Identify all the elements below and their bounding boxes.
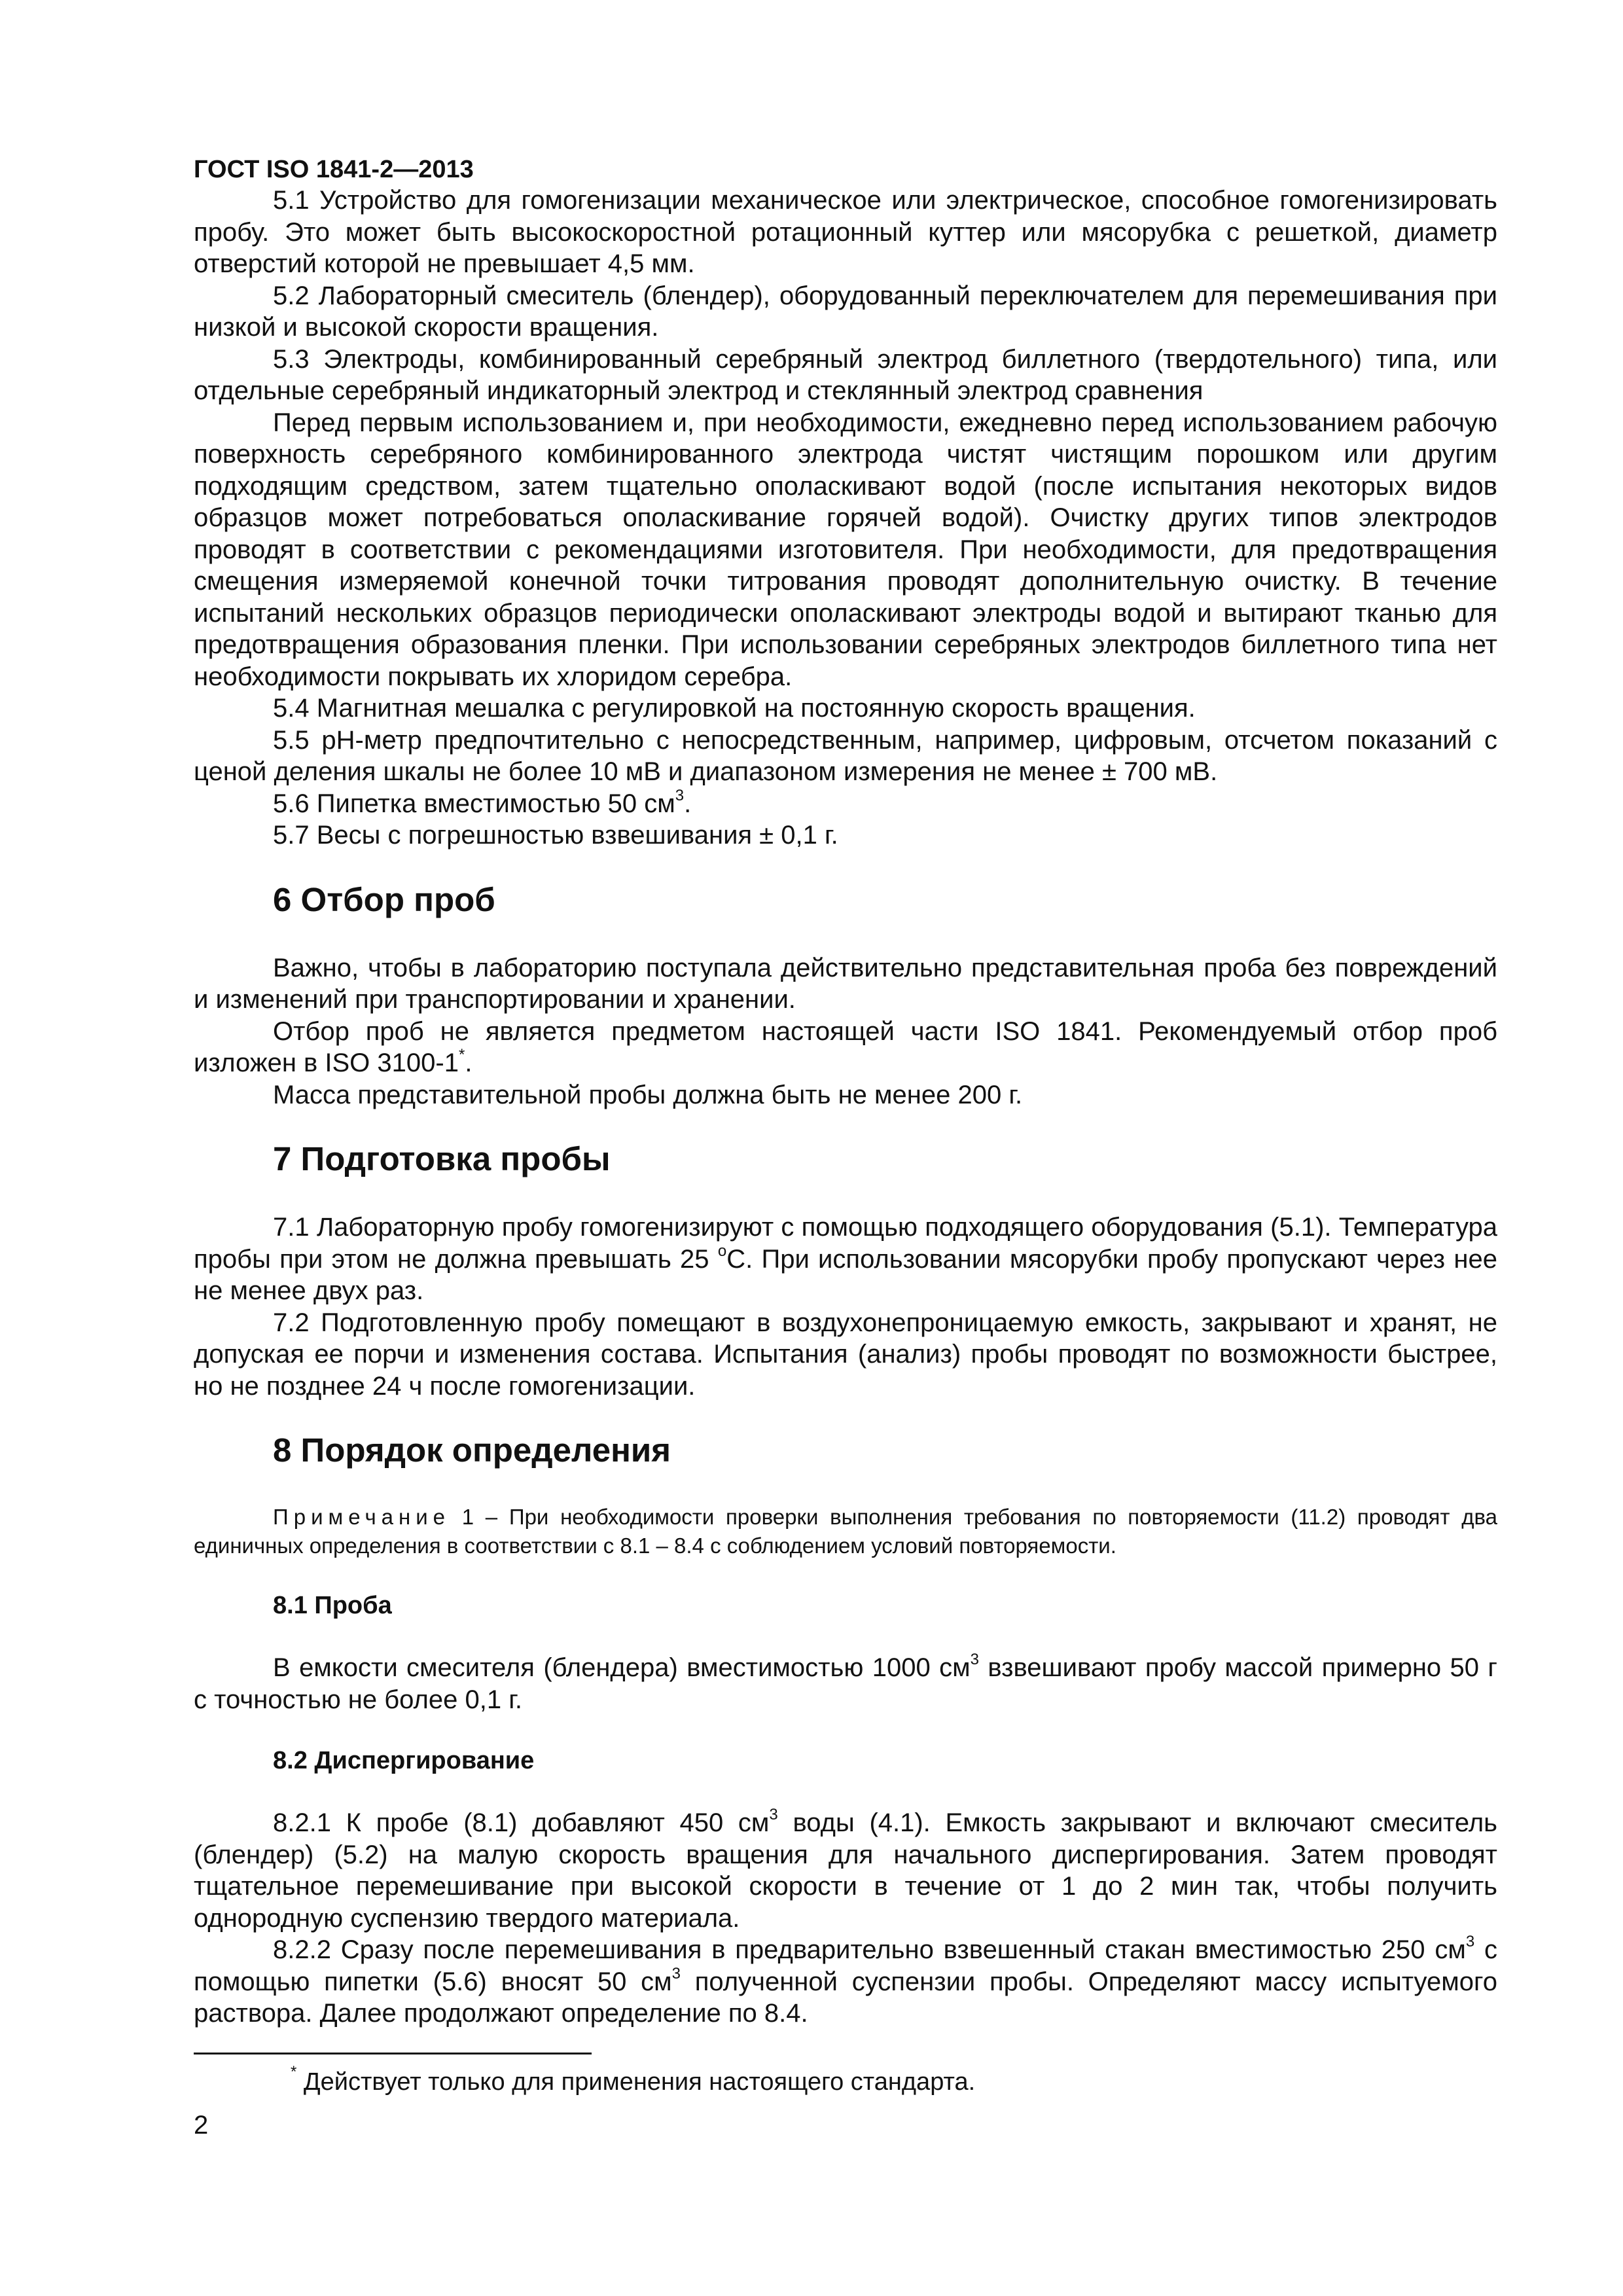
footnote-divider [194, 2053, 592, 2054]
paragraph-6-3: Масса представительной пробы должна быть не менее 200 г. [273, 1080, 1023, 1109]
paragraph-6-2-text: Отбор проб не является предметом настоящей части ISO 1841. Рекомендуемый отбор проб изложен в ISO 3100-1 [194, 1016, 1497, 1077]
paragraph-7-1 [194, 1211, 1497, 1307]
paragraph-5-1: 5.1 Устройство для гомогенизации механическое или электрическое, способное гомогенизировать пробу. Это может быть высокоскоростной ротационный куттер или мясорубка с решеткой, диаметр отверстий которой не превышает 4,5 мм. [194, 186, 1497, 278]
section-8-heading: 8 Порядок определения [273, 1431, 671, 1469]
degree-superscript: o [717, 1242, 727, 1260]
paragraph-5-6-end: . [684, 789, 692, 818]
footnote-text: Действует только для применения настоящего стандарта. [296, 2068, 976, 2096]
paragraph-5-5: 5.5 pH-метр предпочтительно с непосредственным, например, цифровым, отсчетом показаний с ценой деления шкалы не более 10 мВ и диапазоном измерения не менее ± 700 мВ. [194, 725, 1497, 786]
subsection-8-2-heading: 8.2 Диспергирование [273, 1747, 535, 1774]
document-header: ГОСТ ISO 1841-2—2013 [194, 156, 474, 183]
paragraph-7-1-text: 7.1 Лабораторную пробу гомогенизируют с помощью подходящего оборудования (5.1). Температура пробы при этом не должна превышать 25 [194, 1213, 1497, 1274]
paragraph-6-1: Важно, чтобы в лабораторию поступала действительно представительная проба без повреждений и изменений при транспортировании и хранении. [194, 953, 1497, 1014]
paragraph-8-2-2-middle: с помощью пипетки (5.6) вносят 50 см [194, 1935, 1497, 1996]
note-text: 1 – При необходимости проверки выполнения требования по повторяемости (11.2) проводят два единичных определения в соответствии с 8.1 – 8.4 с соблюдением условий повторяемости. [194, 1505, 1497, 1558]
paragraph-8-2-2-rest: полученной суспензии пробы. Определяют массу испытуемого раствора. Далее продолжают определение по 8.4. [194, 1967, 1497, 2028]
footnote-mark: * [291, 2063, 297, 2081]
footnote-marker: * [458, 1046, 465, 1064]
footnote [291, 2063, 976, 2097]
paragraph-8-2-2-text: 8.2.2 Сразу после перемешивания в предварительно взвешенный стакан вместимостью 250 см [273, 1935, 1466, 1964]
paragraph-8-2-1-rest: воды (4.1). Емкость закрывают и включают смеситель (блендер) (5.2) на малую скорость вращения для начального диспергирования. Затем проводят тщательное перемешивание при высокой скорости в течение от 1 до 2 мин так, чтобы получить однородную суспензию твердого материала. [194, 1808, 1498, 1933]
paragraph-8-2-2 [194, 1934, 1497, 2030]
paragraph-5-3-continued: Перед первым использованием и, при необходимости, ежедневно перед использованием рабочую поверхность серебряного комбинированного электрода чистят чистящим порошком или другим подходящим средством, затем тщательно ополаскивают водой (после испытания некоторых видов образцов может потребоваться ополаскивание горячей водой). Очистку других типов электродов проводят в соответствии с рекомендациями изготовителя. При необходимости, для предотвращения смещения измеряемой конечной точки титрования проводят дополнительную очистку. В течение испытаний нескольких образцов периодически ополаскивают электроды водой и вытирают тканью для предотвращения образования пленки. При использовании серебряных электродов биллетного типа нет необходимости покрывать их хлоридом серебра. [194, 408, 1497, 691]
paragraph-8-2-1-text: 8.2.1 К пробе (8.1) добавляют 450 см [273, 1808, 770, 1837]
paragraph-6-2-end: . [465, 1049, 473, 1077]
paragraph-8-1 [194, 1652, 1497, 1715]
paragraph-5-7: 5.7 Весы с погрешностью взвешивания ± 0,1 г. [273, 821, 838, 850]
superscript: 3 [769, 1806, 778, 1823]
paragraph-8-1-rest: взвешивают пробу массой примерно 50 г с точностью не более 0,1 г. [194, 1653, 1498, 1714]
paragraph-5-6-text: 5.6 Пипетка вместимостью 50 см [273, 789, 675, 818]
superscript: 3 [970, 1651, 979, 1668]
document-body [194, 185, 1497, 2030]
paragraph-7-2: 7.2 Подготовленную пробу помещают в воздухонепроницаемую емкость, закрывают и хранят, не допуская ее порчи и изменения состава. Испытания (анализ) пробы проводят по возможности быстрее, но не позднее 24 ч после гомогенизации. [194, 1308, 1497, 1401]
superscript: 3 [671, 1964, 681, 1982]
subsection-8-1-heading: 8.1 Проба [273, 1592, 392, 1619]
superscript: 3 [675, 786, 685, 804]
section-7-heading: 7 Подготовка пробы [273, 1140, 611, 1177]
note-1 [194, 1503, 1497, 1560]
page-number: 2 [194, 2111, 209, 2140]
paragraph-6-2 [194, 1016, 1497, 1079]
superscript: 3 [1465, 1933, 1475, 1950]
paragraph-5-2: 5.2 Лабораторный смеситель (блендер), оборудованный переключателем для перемешивания при низкой и высокой скорости вращения. [194, 281, 1497, 342]
paragraph-5-6 [194, 788, 1497, 820]
paragraph-7-1-rest: С. При использовании мясорубки пробу пропускают через нее не менее двух раз. [194, 1244, 1498, 1305]
paragraph-8-1-text: В емкости смесителя (блендера) вместимостью 1000 см [273, 1653, 971, 1682]
paragraph-8-2-1 [194, 1807, 1497, 1934]
paragraph-5-3: 5.3 Электроды, комбинированный серебряный электрод биллетного (твердотельного) типа, или отдельные серебряный индикаторный электрод и стеклянный электрод сравнения [194, 344, 1497, 405]
paragraph-5-4: 5.4 Магнитная мешалка с регулировкой на постоянную скорость вращения. [273, 694, 1196, 723]
note-label: Примечание [273, 1505, 451, 1529]
section-6-heading: 6 Отбор проб [273, 880, 495, 918]
